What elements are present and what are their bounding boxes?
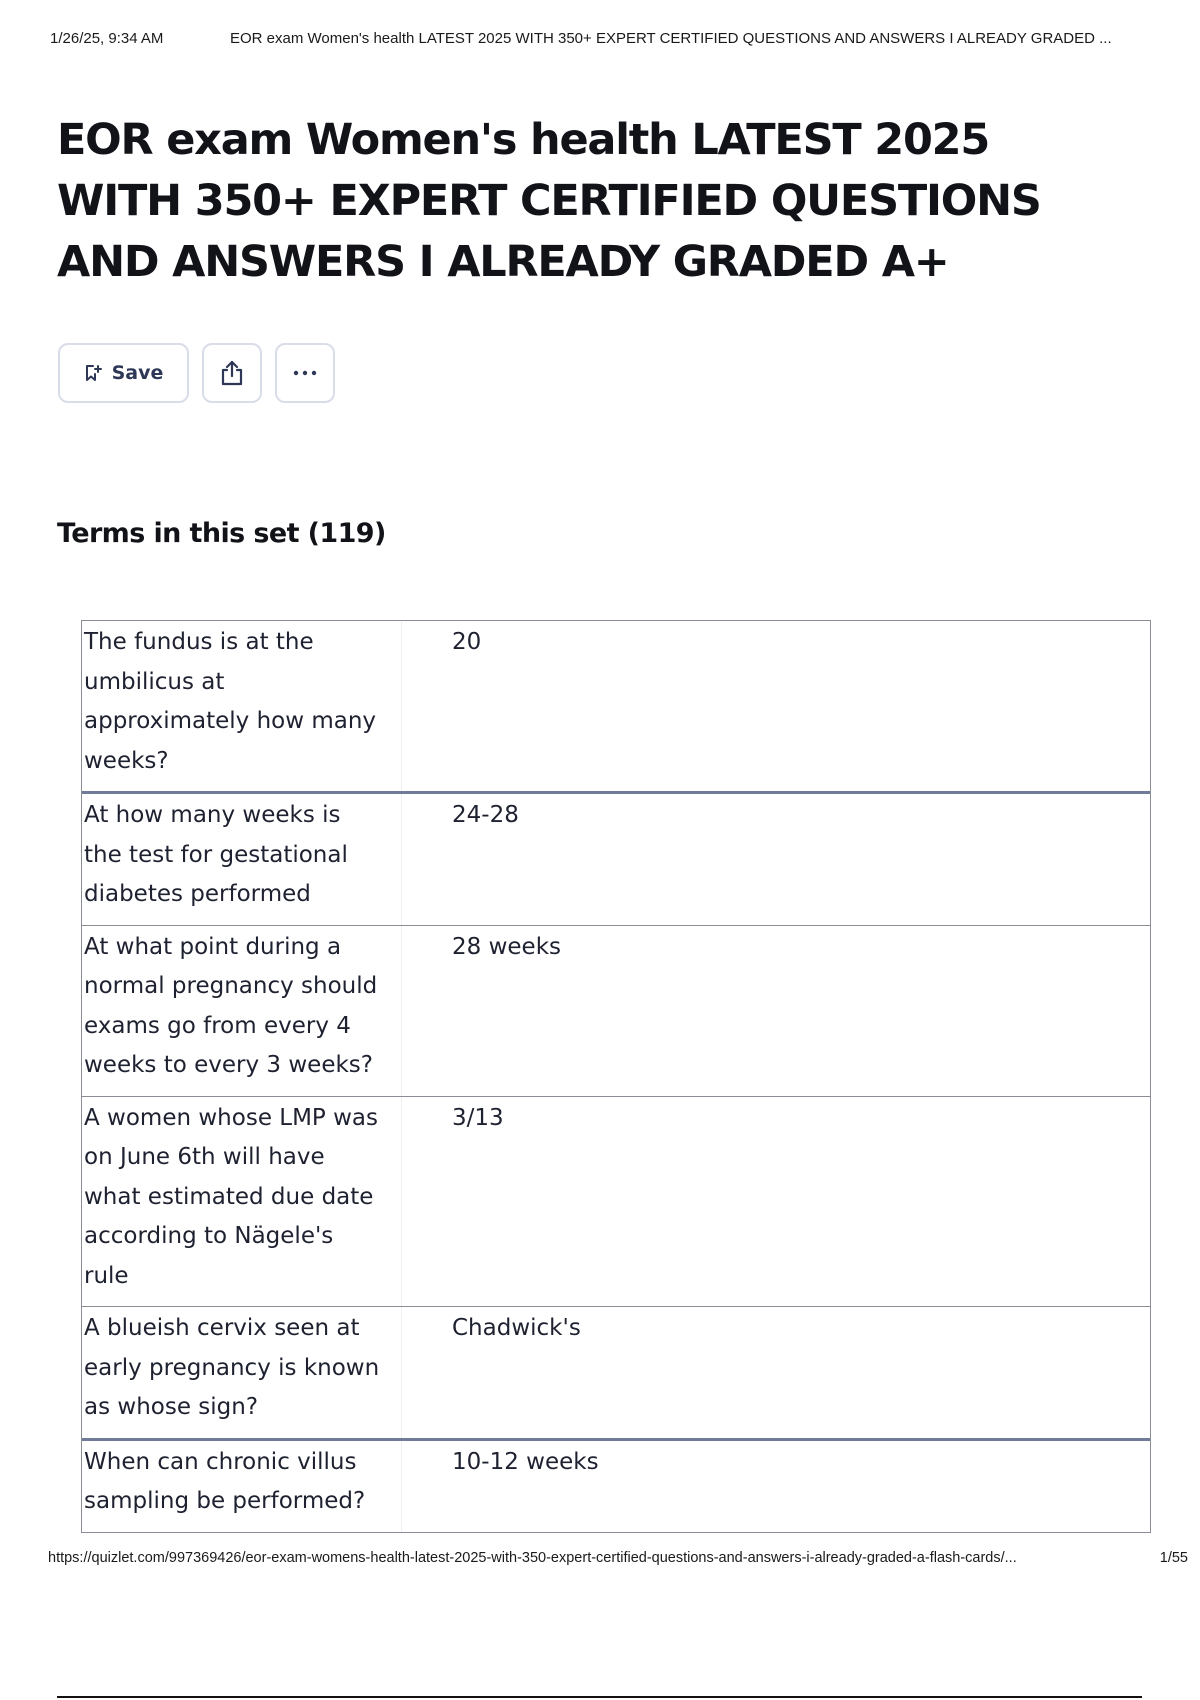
term-row <box>82 621 1150 794</box>
term-text: The fundus is at the umbilicus at approximately how many weeks? <box>82 621 402 791</box>
terms-heading: Terms in this set (119) <box>57 518 386 549</box>
print-datetime: 1/26/25, 9:34 AM <box>50 30 164 47</box>
page-title: EOR exam Women's health LATEST 2025 WITH 350+ EXPERT CERTIFIED QUESTIONS AND ANSWERS I ALREADY GRADED A+ <box>57 115 1041 287</box>
save-button-label: Save <box>111 362 164 384</box>
print-url: https://quizlet.com/997369426/eor-exam-womens-health-latest-2025-with-350-expert-certified-questions-and-answers-i-already-graded-a-flash-cards/... <box>48 1550 1017 1566</box>
term-row <box>82 794 1150 926</box>
terms-table <box>81 620 1151 1533</box>
term-row <box>82 1441 1150 1532</box>
share-button[interactable] <box>202 343 262 403</box>
more-horizontal-icon <box>291 369 319 377</box>
save-button[interactable] <box>58 343 189 403</box>
more-options-button[interactable] <box>275 343 335 403</box>
term-row <box>82 1097 1150 1308</box>
definition-text: 3/13 <box>452 1104 504 1131</box>
action-bar <box>58 343 335 403</box>
term-row <box>82 1307 1150 1441</box>
definition-text: 24-28 <box>452 802 519 828</box>
term-text: At what point during a normal pregnancy should exams go from every 4 weeks to every 3 weeks? <box>82 926 402 1096</box>
bookmark-plus-icon <box>84 364 102 382</box>
definition-text: 28 weeks <box>452 933 561 960</box>
term-text: A blueish cervix seen at early pregnancy is known as whose sign? <box>82 1307 402 1438</box>
divider <box>57 1696 1142 1698</box>
print-doc-title: EOR exam Women's health LATEST 2025 WITH 350+ EXPERT CERTIFIED QUESTIONS AND ANSWERS I ALREADY GRADED ... <box>230 30 1112 47</box>
definition-text: 10-12 weeks <box>452 1448 599 1475</box>
definition-text: 20 <box>452 629 482 655</box>
term-text: A women whose LMP was on June 6th will have what estimated due date according to Nägele's rule <box>82 1097 402 1307</box>
term-row <box>82 926 1150 1097</box>
print-header <box>50 30 1180 50</box>
page-number: 1/55 <box>1159 1550 1188 1566</box>
term-text: At how many weeks is the test for gestational diabetes performed <box>82 794 402 925</box>
term-text: When can chronic villus sampling be performed? <box>82 1441 402 1532</box>
definition-text: Chadwick's <box>452 1315 581 1341</box>
share-icon <box>218 359 246 387</box>
